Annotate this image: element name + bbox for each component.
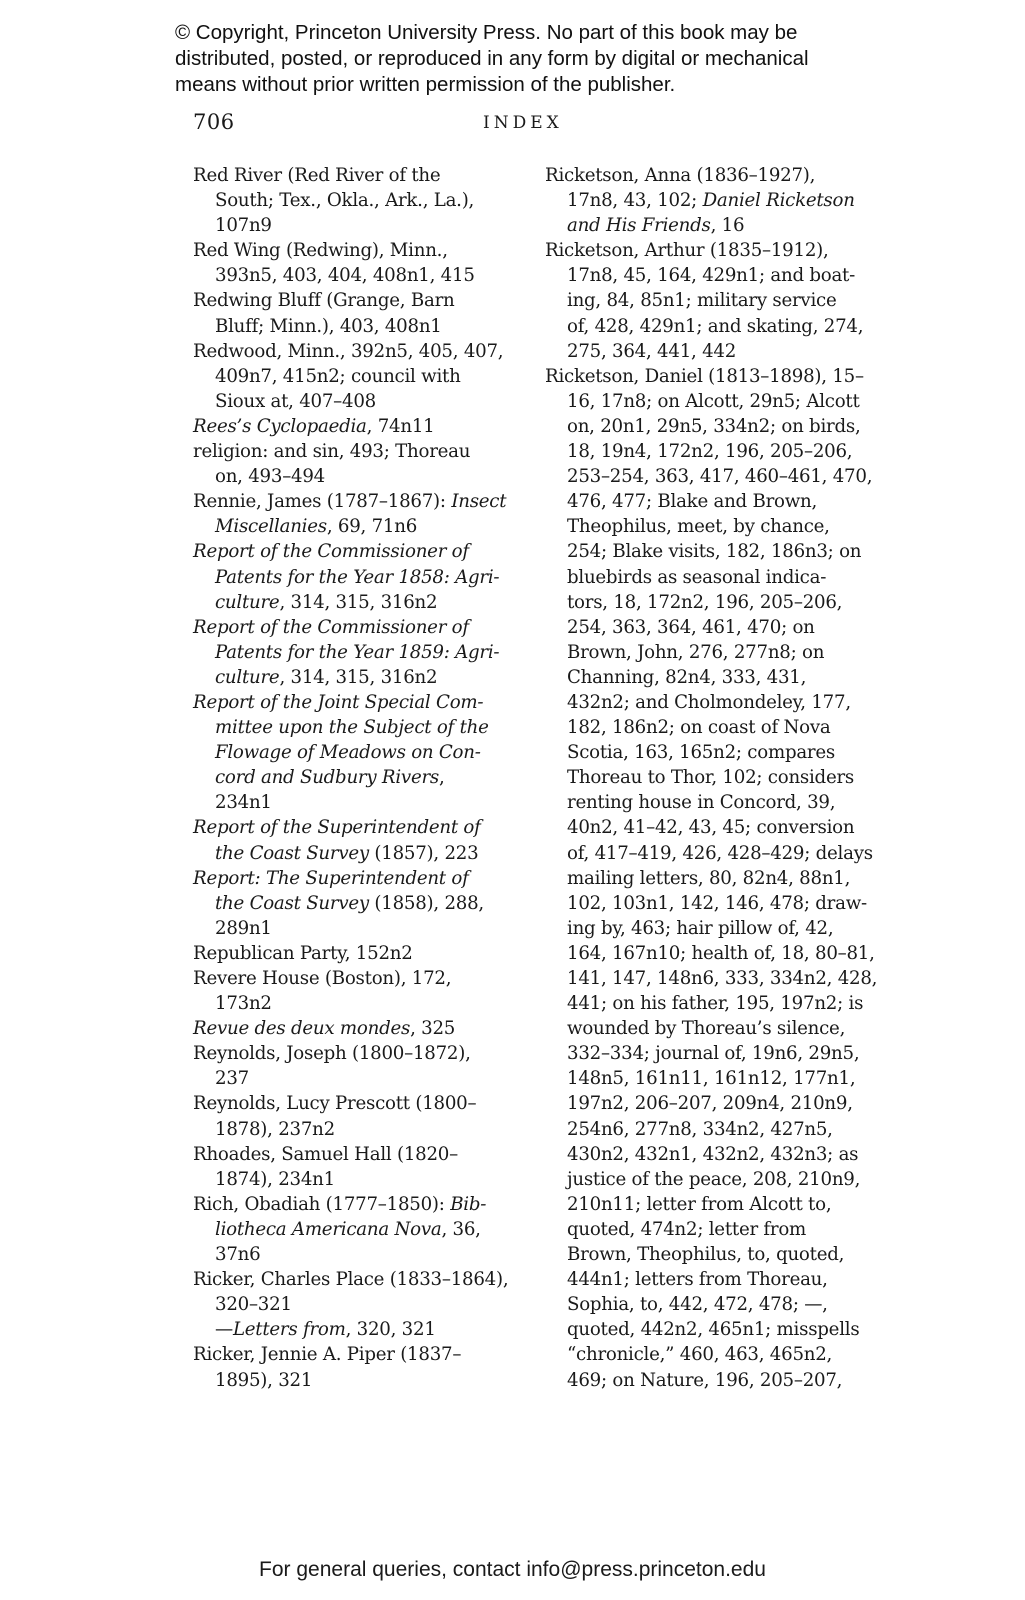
index-text: of, 417–419, 426, 428–429; delays bbox=[567, 842, 873, 864]
index-italic-title: Letters from bbox=[232, 1319, 346, 1341]
index-entry-continuation bbox=[193, 841, 523, 866]
index-text: 476, 477; Blake and Brown, bbox=[567, 491, 818, 513]
index-entry-continuation bbox=[545, 213, 875, 238]
index-italic-title: Report: The Superintendent of bbox=[193, 867, 469, 889]
footer-contact: For general queries, contact info@press.princeton.edu bbox=[259, 1558, 766, 1581]
index-text: — bbox=[215, 1319, 233, 1341]
index-entry-continuation bbox=[545, 1242, 875, 1267]
index-entry-continuation bbox=[193, 590, 523, 615]
index-text: 254n6, 277n8, 334n2, 427n5, bbox=[567, 1118, 833, 1140]
index-entry-continuation bbox=[545, 1192, 875, 1217]
index-column-left bbox=[193, 163, 523, 1393]
index-text: 1878), 237n2 bbox=[215, 1118, 335, 1140]
index-italic-title: Patents for the Year 1859: Agri- bbox=[215, 641, 500, 663]
index-entry-continuation bbox=[545, 1267, 875, 1292]
index-entry bbox=[193, 690, 523, 715]
index-entry-continuation bbox=[545, 389, 875, 414]
index-entry-continuation bbox=[193, 1217, 523, 1242]
index-italic-title: Miscellanies bbox=[215, 516, 327, 538]
index-text: 430n2, 432n1, 432n2, 432n3; as bbox=[567, 1143, 859, 1165]
index-text: Thoreau to Thor, 102; considers bbox=[567, 767, 854, 789]
index-text: on, 493–494 bbox=[215, 466, 325, 488]
index-entry-continuation bbox=[545, 941, 875, 966]
index-text: 332–334; journal of, 19n6, 29n5, bbox=[567, 1043, 860, 1065]
index-entry bbox=[545, 163, 875, 188]
index-text: , bbox=[438, 767, 445, 789]
index-entry-continuation bbox=[545, 1066, 875, 1091]
index-entry-continuation bbox=[193, 1242, 523, 1267]
index-entry bbox=[193, 866, 523, 891]
index-entry bbox=[193, 1267, 523, 1292]
index-italic-title: the Coast Survey bbox=[215, 892, 369, 914]
index-text: tors, 18, 172n2, 196, 205–206, bbox=[567, 591, 843, 613]
index-text: 1895), 321 bbox=[215, 1369, 313, 1391]
index-text: Bluff; Minn.), 403, 408n1 bbox=[215, 315, 442, 337]
index-entry-continuation bbox=[545, 464, 875, 489]
index-entry-continuation bbox=[545, 665, 875, 690]
index-italic-title: Report of the Joint Special Com- bbox=[193, 691, 484, 713]
index-entry bbox=[193, 439, 523, 464]
index-text: 444n1; letters from Thoreau, bbox=[567, 1269, 828, 1291]
index-text: renting house in Concord, 39, bbox=[567, 792, 836, 814]
index-text: Ricketson, Anna (1836–1927), bbox=[545, 165, 816, 186]
index-entry-continuation bbox=[545, 690, 875, 715]
index-italic-title: Revue des deux mondes bbox=[193, 1018, 411, 1040]
index-entry-continuation bbox=[193, 790, 523, 815]
index-text: (1858), 288, bbox=[368, 892, 484, 914]
index-entry bbox=[193, 815, 523, 840]
index-text: 148n5, 161n11, 161n12, 177n1, bbox=[567, 1068, 856, 1090]
index-text: Rich, Obadiah (1777–1850): bbox=[193, 1193, 451, 1215]
index-entry-continuation bbox=[193, 1066, 523, 1091]
index-entry-continuation bbox=[193, 213, 523, 238]
index-text: Ricker, Charles Place (1833–1864), bbox=[193, 1269, 509, 1291]
index-text: religion: and sin, 493; Thoreau bbox=[193, 441, 471, 463]
index-text: “chronicle,” 460, 463, 465n2, bbox=[567, 1344, 833, 1366]
index-entry-continuation bbox=[545, 916, 875, 941]
index-entry-continuation bbox=[545, 815, 875, 840]
index-text: , 314, 315, 316n2 bbox=[279, 591, 438, 613]
index-text: 432n2; and Cholmondeley, 177, bbox=[567, 691, 851, 713]
index-text: 393n5, 403, 404, 408n1, 415 bbox=[215, 265, 475, 287]
index-text: 182, 186n2; on coast of Nova bbox=[567, 717, 831, 739]
index-text: Ricketson, Arthur (1835–1912), bbox=[545, 240, 829, 262]
index-entry bbox=[545, 238, 875, 263]
index-text: Ricketson, Daniel (1813–1898), 15– bbox=[545, 365, 864, 387]
index-entry-continuation bbox=[193, 1167, 523, 1192]
index-text: Rennie, James (1787–1867): bbox=[193, 491, 452, 513]
index-entry-continuation bbox=[193, 1368, 523, 1393]
index-entry-continuation bbox=[545, 539, 875, 564]
index-text: Ricker, Jennie A. Piper (1837– bbox=[193, 1344, 462, 1366]
index-entry-continuation bbox=[193, 640, 523, 665]
index-entry-continuation bbox=[545, 339, 875, 364]
index-entry-continuation bbox=[545, 514, 875, 539]
index-entry-continuation bbox=[545, 1041, 875, 1066]
index-entry bbox=[193, 1142, 523, 1167]
index-text: ing by, 463; hair pillow of, 42, bbox=[567, 917, 834, 939]
index-text: 1874), 234n1 bbox=[215, 1168, 335, 1190]
index-entry-continuation bbox=[545, 715, 875, 740]
index-text: 234n1 bbox=[215, 792, 272, 814]
index-text: quoted, 474n2; letter from bbox=[567, 1218, 807, 1240]
index-text: , 74n11 bbox=[366, 415, 435, 437]
index-entry-continuation bbox=[193, 464, 523, 489]
index-entry-continuation bbox=[193, 715, 523, 740]
index-text: 254, 363, 364, 461, 470; on bbox=[567, 616, 815, 638]
index-entry bbox=[193, 489, 523, 514]
index-italic-title: Rees’s Cyclopaedia bbox=[193, 415, 367, 437]
index-text: Reynolds, Joseph (1800–1872), bbox=[193, 1043, 471, 1065]
index-text: wounded by Thoreau’s silence, bbox=[567, 1018, 846, 1040]
index-text: Sophia, to, 442, 472, 478; —, bbox=[567, 1294, 828, 1316]
index-text: (1857), 223 bbox=[368, 842, 479, 864]
index-text: on, 20n1, 29n5, 334n2; on birds, bbox=[567, 415, 861, 437]
index-entry bbox=[193, 1342, 523, 1367]
copyright-line: © Copyright, Princeton University Press. No part of this book may be bbox=[175, 21, 798, 44]
index-entry bbox=[193, 238, 523, 263]
index-entry bbox=[545, 364, 875, 389]
index-entry bbox=[193, 339, 523, 364]
index-text: bluebirds as seasonal indica- bbox=[567, 566, 827, 588]
index-text: 409n7, 415n2; council with bbox=[215, 365, 461, 387]
index-text: Channing, 82n4, 333, 431, bbox=[567, 666, 807, 688]
index-italic-title: cord and Sudbury Rivers bbox=[215, 767, 439, 789]
index-italic-title: and His Friends bbox=[567, 215, 711, 237]
index-entry-continuation bbox=[545, 1217, 875, 1242]
index-italic-title: Daniel Ricketson bbox=[702, 190, 855, 212]
index-text: Revere House (Boston), 172, bbox=[193, 968, 452, 989]
page-number: 706 bbox=[193, 110, 235, 134]
index-entry-continuation bbox=[193, 1317, 523, 1342]
index-entry bbox=[193, 1091, 523, 1116]
index-text: 164, 167n10; health of, 18, 80–81, bbox=[567, 942, 875, 964]
index-text: 37n6 bbox=[215, 1244, 261, 1266]
index-entry bbox=[193, 615, 523, 640]
index-italic-title: liotheca Americana Nova bbox=[215, 1218, 442, 1240]
index-entry-continuation bbox=[545, 841, 875, 866]
index-entry-continuation bbox=[545, 288, 875, 313]
index-text: mailing letters, 80, 82n4, 88n1, bbox=[567, 867, 851, 889]
index-text: Reynolds, Lucy Prescott (1800– bbox=[193, 1093, 477, 1115]
index-entry-continuation bbox=[545, 1368, 875, 1393]
index-text: South; Tex., Okla., Ark., La.), bbox=[215, 190, 475, 212]
index-text: 320–321 bbox=[215, 1294, 292, 1316]
index-italic-title: the Coast Survey bbox=[215, 842, 369, 864]
index-text: 254; Blake visits, 182, 186n3; on bbox=[567, 541, 862, 563]
index-text: Redwood, Minn., 392n5, 405, 407, bbox=[193, 340, 504, 362]
index-entry-continuation bbox=[193, 188, 523, 213]
index-entry-continuation bbox=[545, 1142, 875, 1167]
index-text: 289n1 bbox=[215, 917, 272, 939]
index-entry-continuation bbox=[193, 1292, 523, 1317]
index-entry-continuation bbox=[193, 1117, 523, 1142]
index-entry bbox=[193, 414, 523, 439]
index-entry-continuation bbox=[545, 565, 875, 590]
index-entry-continuation bbox=[193, 514, 523, 539]
index-text: Red River (Red River of the bbox=[193, 165, 441, 186]
index-entry bbox=[193, 288, 523, 313]
index-text: , 325 bbox=[410, 1018, 456, 1040]
index-entry-continuation bbox=[545, 314, 875, 339]
index-entry-continuation bbox=[545, 891, 875, 916]
index-entry-continuation bbox=[193, 263, 523, 288]
index-entry-continuation bbox=[193, 389, 523, 414]
copyright-line: distributed, posted, or reproduced in any form by digital or mechanical bbox=[175, 47, 809, 70]
index-entry-continuation bbox=[545, 439, 875, 464]
index-text: 210n11; letter from Alcott to, bbox=[567, 1193, 832, 1215]
index-entry-continuation bbox=[545, 414, 875, 439]
index-text: Rhoades, Samuel Hall (1820– bbox=[193, 1143, 458, 1165]
index-entry-continuation bbox=[193, 740, 523, 765]
index-entry bbox=[193, 966, 523, 991]
index-text: Theophilus, meet, by chance, bbox=[567, 516, 830, 538]
index-text: , 36, bbox=[441, 1218, 481, 1240]
index-text: 102, 103n1, 142, 146, 478; draw- bbox=[567, 892, 867, 914]
index-entry-continuation bbox=[545, 1117, 875, 1142]
index-entry bbox=[193, 1192, 523, 1217]
index-text: Redwing Bluff (Grange, Barn bbox=[193, 290, 455, 312]
index-text: 173n2 bbox=[215, 993, 272, 1015]
index-text: 197n2, 206–207, 209n4, 210n9, bbox=[567, 1093, 853, 1115]
index-italic-title: culture bbox=[215, 591, 280, 613]
index-italic-title: Bib- bbox=[450, 1193, 487, 1215]
index-entry-continuation bbox=[545, 765, 875, 790]
index-entry-continuation bbox=[193, 364, 523, 389]
index-entry-continuation bbox=[545, 1091, 875, 1116]
index-entry-continuation bbox=[193, 665, 523, 690]
index-entry-continuation bbox=[545, 966, 878, 991]
index-italic-title: Insect bbox=[451, 491, 507, 513]
copyright-notice bbox=[175, 20, 875, 98]
index-italic-title: Flowage of Meadows on Con- bbox=[215, 742, 481, 764]
index-entry-continuation bbox=[193, 565, 523, 590]
index-entry-continuation bbox=[545, 866, 875, 891]
index-entry-continuation bbox=[545, 263, 875, 288]
index-entry-continuation bbox=[193, 991, 523, 1016]
index-text: Sioux at, 407–408 bbox=[215, 390, 376, 412]
index-text: quoted, 442n2, 465n1; misspells bbox=[567, 1319, 860, 1341]
index-column-right bbox=[545, 163, 878, 1393]
running-head bbox=[193, 110, 863, 140]
index-text: of, 428, 429n1; and skating, 274, bbox=[567, 315, 864, 337]
index-text: 17n8, 43, 102; bbox=[567, 190, 703, 212]
index-entry-continuation bbox=[545, 590, 875, 615]
index-text: , 320, 321 bbox=[345, 1319, 436, 1341]
index-text: , 16 bbox=[710, 215, 745, 237]
index-entry-continuation bbox=[193, 891, 523, 916]
index-text: 237 bbox=[215, 1068, 249, 1090]
index-text: Brown, Theophilus, to, quoted, bbox=[567, 1244, 845, 1266]
index-text: 18, 19n4, 172n2, 196, 205–206, bbox=[567, 441, 853, 463]
index-text: ing, 84, 85n1; military service bbox=[567, 290, 837, 312]
index-italic-title: mittee upon the Subject of the bbox=[215, 717, 489, 739]
index-text: Red Wing (Redwing), Minn., bbox=[193, 240, 448, 262]
index-entry-continuation bbox=[193, 314, 523, 339]
index-text: 253–254, 363, 417, 460–461, 470, bbox=[567, 466, 873, 488]
index-entry-continuation bbox=[545, 489, 875, 514]
index-text: 441; on his father, 195, 197n2; is bbox=[567, 993, 864, 1015]
index-text: 141, 147, 148n6, 333, 334n2, 428, bbox=[567, 968, 878, 989]
index-entry-continuation bbox=[545, 1317, 875, 1342]
copyright-line: means without prior written permission of the publisher. bbox=[175, 73, 676, 96]
index-text: Brown, John, 276, 277n8; on bbox=[567, 641, 825, 663]
index-text: 16, 17n8; on Alcott, 29n5; Alcott bbox=[567, 390, 860, 412]
index-italic-title: culture bbox=[215, 666, 280, 688]
section-title: INDEX bbox=[483, 113, 563, 133]
index-entry-continuation bbox=[545, 740, 875, 765]
index-italic-title: Patents for the Year 1858: Agri- bbox=[215, 566, 500, 588]
index-entry-continuation bbox=[545, 1016, 875, 1041]
index-entry-continuation bbox=[545, 1167, 875, 1192]
index-entry-continuation bbox=[545, 991, 875, 1016]
index-text: , 314, 315, 316n2 bbox=[279, 666, 438, 688]
index-entry-continuation bbox=[193, 765, 523, 790]
index-entry bbox=[193, 163, 523, 188]
index-entry-continuation bbox=[545, 1342, 875, 1367]
index-text: 17n8, 45, 164, 429n1; and boat- bbox=[567, 265, 856, 287]
index-text: Republican Party, 152n2 bbox=[193, 942, 413, 964]
index-entry-continuation bbox=[545, 790, 875, 815]
index-text: 107n9 bbox=[215, 215, 272, 237]
index-italic-title: Report of the Commissioner of bbox=[193, 541, 469, 563]
index-entry bbox=[193, 1016, 523, 1041]
index-entry-continuation bbox=[545, 188, 875, 213]
index-text: 469; on Nature, 196, 205–207, bbox=[567, 1369, 843, 1391]
index-entry-continuation bbox=[545, 640, 875, 665]
index-text: Scotia, 163, 165n2; compares bbox=[567, 742, 835, 764]
index-text: 40n2, 41–42, 43, 45; conversion bbox=[567, 817, 855, 839]
index-text: 275, 364, 441, 442 bbox=[567, 340, 737, 362]
index-text: justice of the peace, 208, 210n9, bbox=[567, 1168, 861, 1190]
index-entry bbox=[193, 539, 523, 564]
index-entry-continuation bbox=[545, 1292, 875, 1317]
index-text: , 69, 71n6 bbox=[326, 516, 418, 538]
index-entry-continuation bbox=[193, 916, 523, 941]
index-entry bbox=[193, 1041, 523, 1066]
index-italic-title: Report of the Commissioner of bbox=[193, 616, 469, 638]
index-entry bbox=[193, 941, 523, 966]
index-italic-title: Report of the Superintendent of bbox=[193, 817, 481, 839]
index-entry-continuation bbox=[545, 615, 875, 640]
